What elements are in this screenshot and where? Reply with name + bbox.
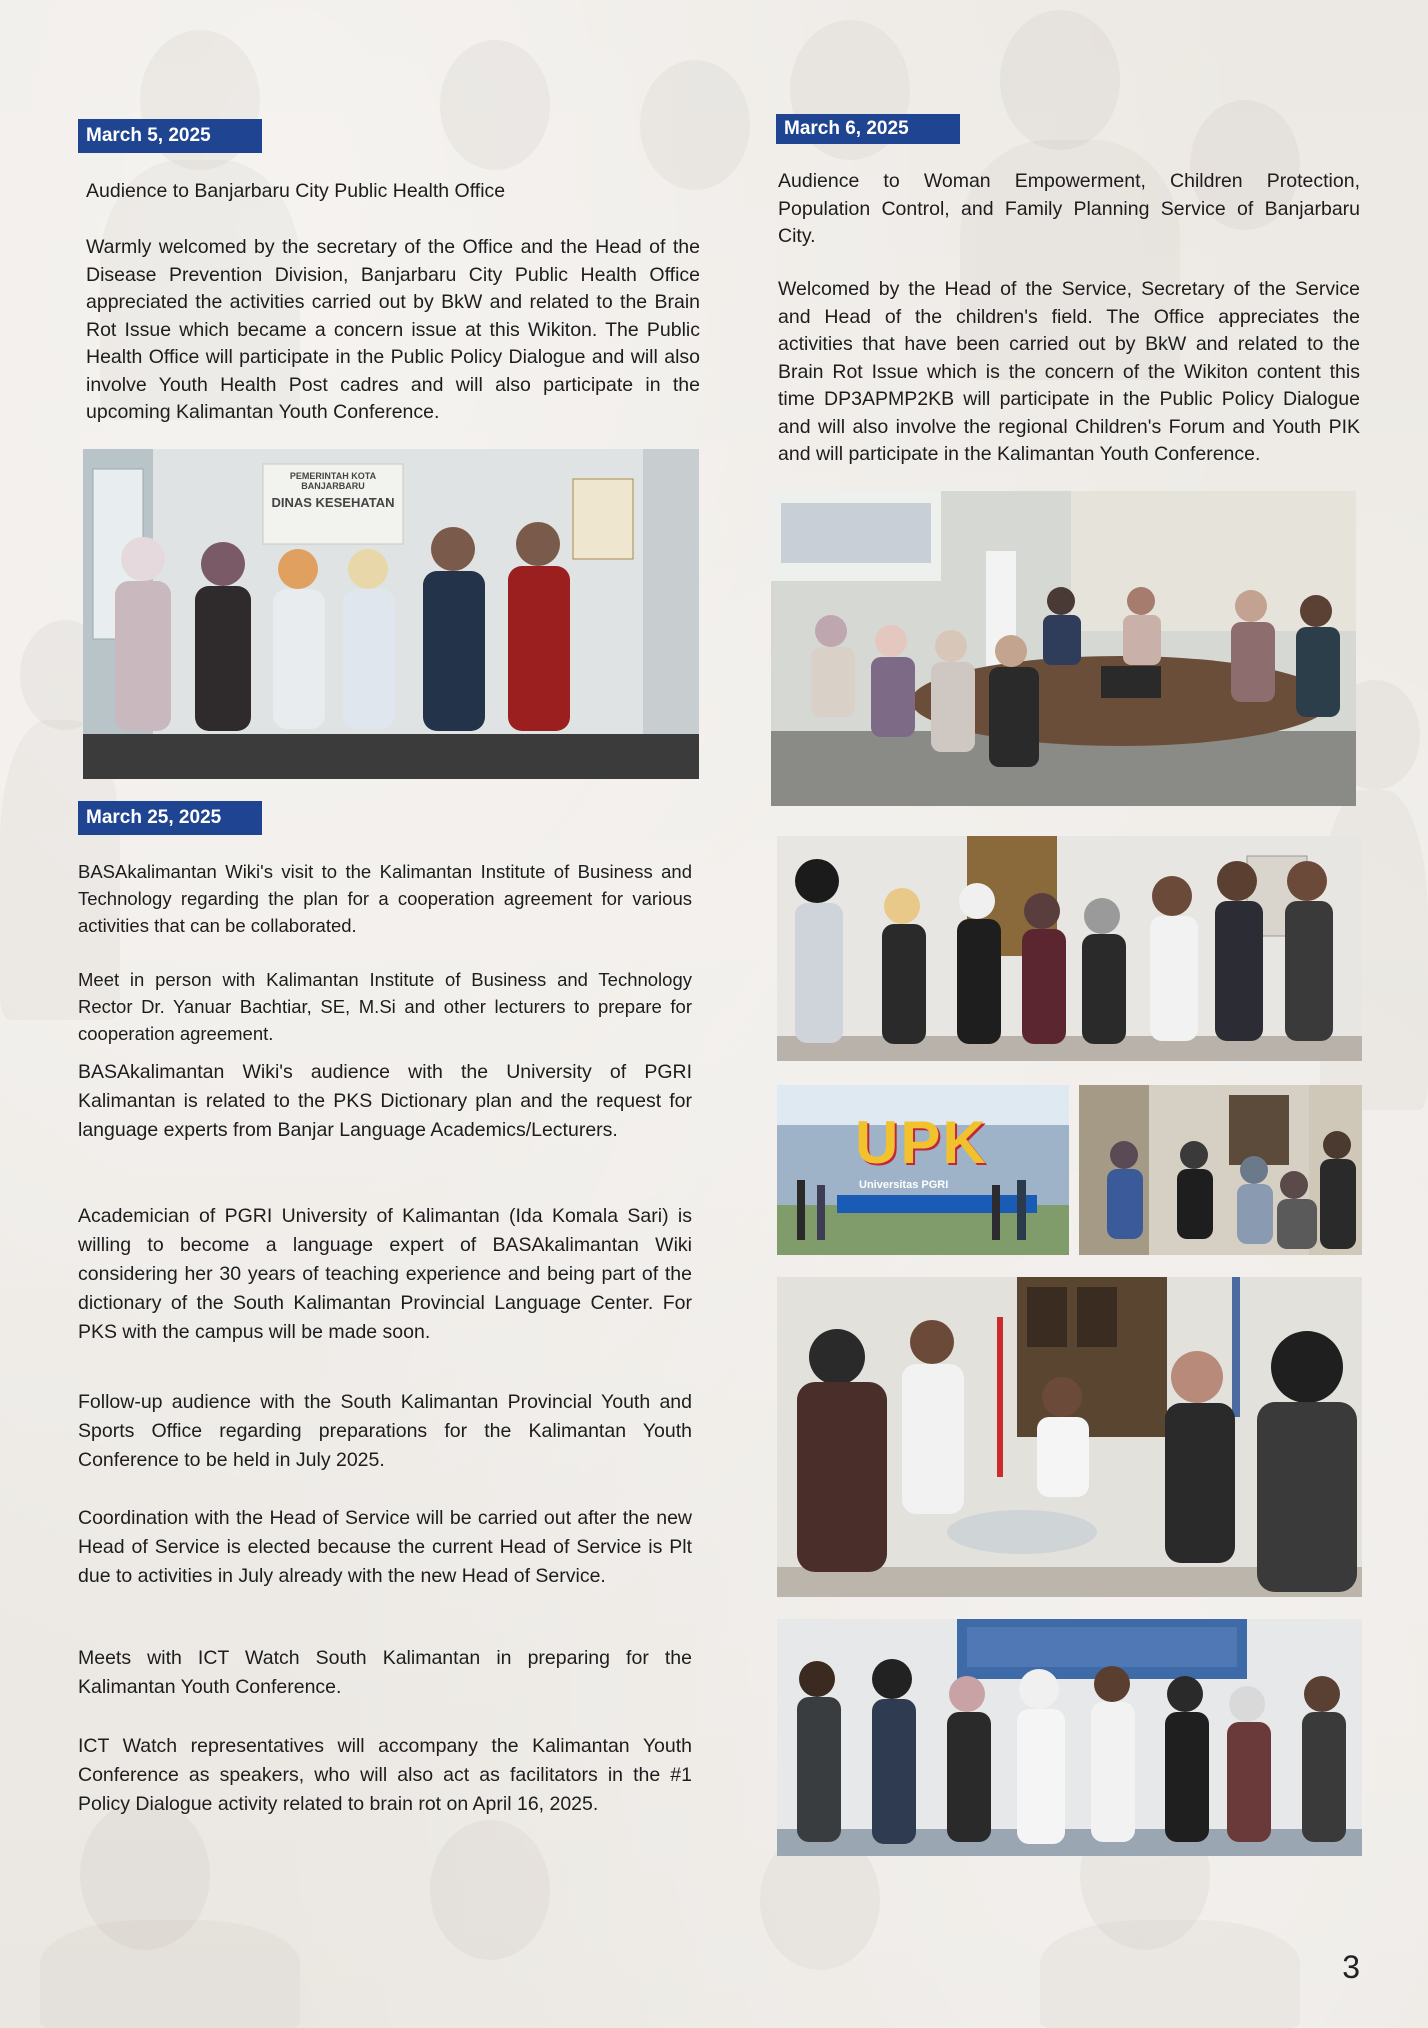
paragraph-kibt-meeting: Meet in person with Kalimantan Institute of Business and Technology Rector Dr. Yanuar Bachtiar, SE, M.Si and other lecturers to prepare for cooperation agreement. [78, 969, 692, 1044]
photo-sign-line-1: PEMERINTAH KOTA BANJARBARU [289, 471, 377, 491]
photo-ict-watch-group [777, 1619, 1362, 1856]
paragraph-youth-sports-office: Follow-up audience with the South Kalimantan Provincial Youth and Sports Office regarding preparations for the Kalimantan Youth Conference to be held in July 2025. [78, 1391, 692, 1471]
paragraph-ict-speakers: ICT Watch representatives will accompany the Kalimantan Youth Conference as speakers, who will also act as facilitators in the #1 Policy Dialogue activity related to brain rot on April 16, 2025. [78, 1735, 692, 1815]
upk-sign-subtitle: Universitas PGRI [859, 1179, 949, 1191]
paragraph-ict-watch: Meets with ICT Watch South Kalimantan in preparing for the Kalimantan Youth Conference. [78, 1647, 692, 1698]
photo-kibt-group [777, 836, 1362, 1061]
date-tag-march-5: March 5, 2025 [78, 119, 262, 153]
paragraph-pgri-expert: Academician of PGRI University of Kalimantan (Ida Komala Sari) is willing to become a language expert of BASAkalimantan Wiki considering her 30 years of teaching experience and being part of the dictionary of the South Kalimantan Provincial Language Center. For PKS with the campus will be made soon. [78, 1205, 692, 1343]
paragraph-head-of-service: Coordination with the Head of Service will be carried out after the new Head of Service is elected because the current Head of Service is Plt due to activities in July already with the new Head of Service. [78, 1507, 692, 1587]
upk-sign: UPK [855, 1109, 988, 1176]
section-title-women-empowerment: Audience to Woman Empowerment, Children Protection, Population Control, and Family Planning Service of Banjarbaru City. [778, 170, 1360, 247]
section-title-health-office: Audience to Banjarbaru City Public Health Office [86, 180, 506, 202]
photo-meeting-room [771, 491, 1356, 806]
page-number: 3 [1342, 1949, 1360, 1985]
photo-sign-line-2: DINAS KESEHATAN [271, 495, 395, 510]
photo-health-office-group [83, 449, 699, 779]
photo-upk-campus [777, 1085, 1069, 1255]
photo-youth-sports-office-meeting [777, 1277, 1362, 1597]
date-tag-march-25: March 25, 2025 [78, 801, 262, 835]
section-body-health-office: Warmly welcomed by the secretary of the Office and the Head of the Disease Prevention Division, Banjarbaru City Public Health Office appreciated the activities carried out by BkW and related to the Brain Rot Issue which became a concern issue at this Wikiton. The Public Health Office will participate in the Public Policy Dialogue and will also involve Youth Health Post cadres and will also participate in the upcoming Kalimantan Youth Conference. [86, 236, 700, 423]
date-tag-march-6: March 6, 2025 [776, 114, 960, 144]
paragraph-kibt-visit: BASAkalimantan Wiki's visit to the Kalimantan Institute of Business and Technology regarding the plan for a cooperation agreement for various activities that can be collaborated. [78, 861, 692, 936]
photo-pgri-office-meeting [1079, 1085, 1362, 1255]
section-body-women-empowerment: Welcomed by the Head of the Service, Secretary of the Service and Head of the children's field. The Office appreciates the activities that have been carried out by BkW and related to the Brain Rot Issue which is the concern of the Wikiton content this time DP3APMP2KB will participate in the Public Policy Dialogue and will also involve the regional Children's Forum and Youth PIK and will participate in the Kalimantan Youth Conference. [778, 278, 1360, 465]
paragraph-pgri-audience: BASAkalimantan Wiki's audience with the University of PGRI Kalimantan is related to the PKS Dictionary plan and the request for language experts from Banjar Language Academics/Lecturers. [78, 1061, 692, 1141]
